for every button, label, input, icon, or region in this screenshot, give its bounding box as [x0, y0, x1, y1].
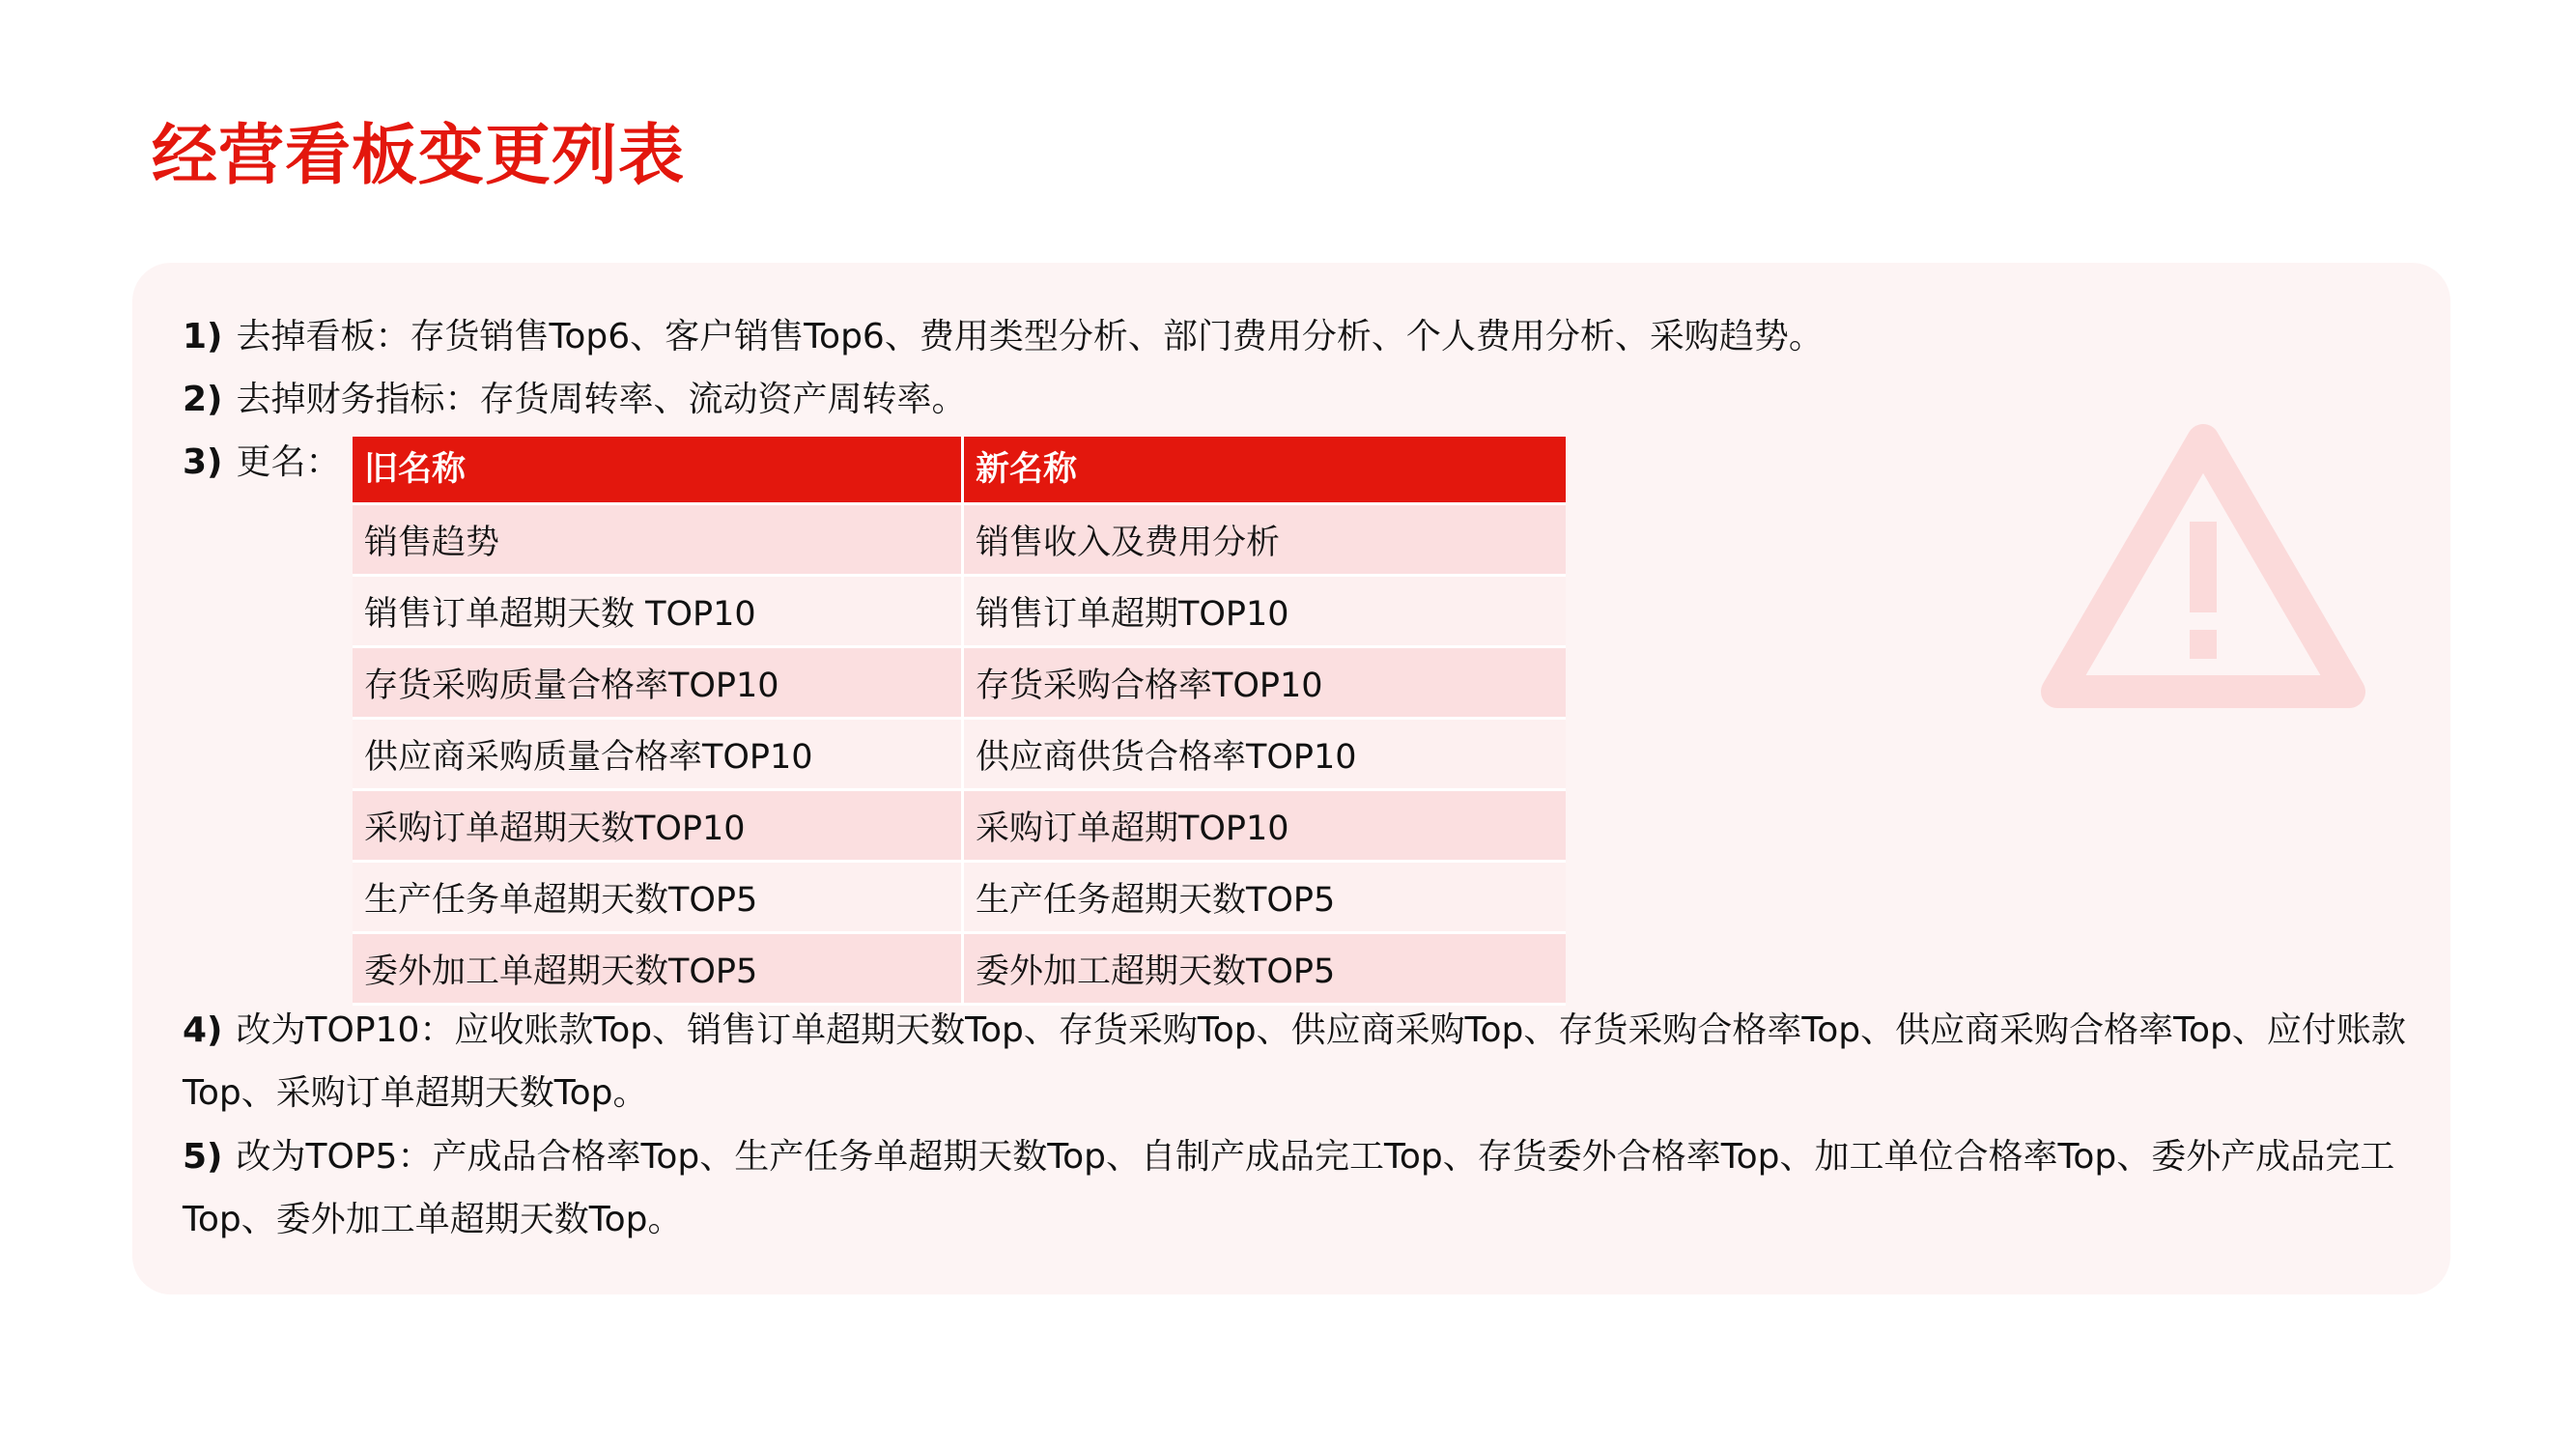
- table-row: [353, 791, 1566, 863]
- change-item-1: [183, 305, 2404, 369]
- item-number: 1): [183, 317, 223, 356]
- old-name-cell: 销售订单超期天数 TOP10: [353, 577, 964, 645]
- item-number: 4): [183, 1010, 223, 1050]
- old-name-cell: 存货采购质量合格率TOP10: [353, 648, 964, 717]
- item-text: 改为TOP10：应收账款Top、销售订单超期天数Top、存货采购Top、供应商采购Top、存货采购合格率Top、供应商采购合格率Top、应付账款: [236, 1010, 2406, 1050]
- new-name-cell: 供应商供货合格率TOP10: [976, 737, 1357, 777]
- new-name-cell: 销售订单超期TOP10: [976, 594, 1289, 634]
- table-header-new-name: 新名称: [976, 450, 1078, 489]
- page-title: 经营看板变更列表: [152, 118, 686, 194]
- old-name-cell: 采购订单超期天数TOP10: [353, 791, 964, 860]
- item-text: 去掉财务指标：存货周转率、流动资产周转率。: [236, 380, 967, 419]
- new-name-cell: 生产任务超期天数TOP5: [976, 880, 1336, 920]
- item-number: 3): [183, 442, 223, 482]
- old-name-cell: 销售趋势: [353, 505, 964, 574]
- old-name-cell: 委外加工单超期天数TOP5: [353, 934, 964, 1003]
- table-row: [353, 934, 1566, 1006]
- item-text: Top、采购订单超期天数Top。: [183, 1073, 648, 1113]
- item-text: Top、委外加工单超期天数Top。: [183, 1200, 683, 1239]
- item-text: 更名：: [236, 442, 341, 482]
- new-name-cell: 采购订单超期TOP10: [976, 809, 1289, 848]
- new-name-cell: 存货采购合格率TOP10: [976, 666, 1323, 705]
- table-row: [353, 863, 1566, 934]
- old-name-cell: 生产任务单超期天数TOP5: [353, 863, 964, 931]
- item-number: 2): [183, 380, 223, 419]
- table-row: [353, 648, 1566, 720]
- item-number: 5): [183, 1137, 223, 1177]
- new-name-cell: 销售收入及费用分析: [976, 523, 1281, 562]
- table-header-row: [353, 437, 1566, 505]
- new-name-cell: 委外加工超期天数TOP5: [976, 952, 1336, 991]
- table-row: [353, 505, 1566, 577]
- table-row: [353, 720, 1566, 791]
- change-item-2: [183, 368, 2404, 432]
- change-item-5: [183, 1125, 2404, 1189]
- change-item-5-continued: [183, 1188, 2404, 1252]
- old-name-cell: 供应商采购质量合格率TOP10: [353, 720, 964, 788]
- change-item-4-continued: [183, 1062, 2404, 1125]
- item-text: 改为TOP5：产成品合格率Top、生产任务单超期天数Top、自制产成品完工Top、存货委外合格率Top、加工单位合格率Top、委外产成品完工: [236, 1137, 2395, 1177]
- change-item-4: [183, 999, 2404, 1063]
- item-text: 去掉看板：存货销售Top6、客户销售Top6、费用类型分析、部门费用分析、个人费用分析、采购趋势。: [236, 317, 1824, 356]
- table-header-old-name: 旧名称: [353, 437, 964, 502]
- rename-table: [353, 437, 1566, 1006]
- table-row: [353, 577, 1566, 648]
